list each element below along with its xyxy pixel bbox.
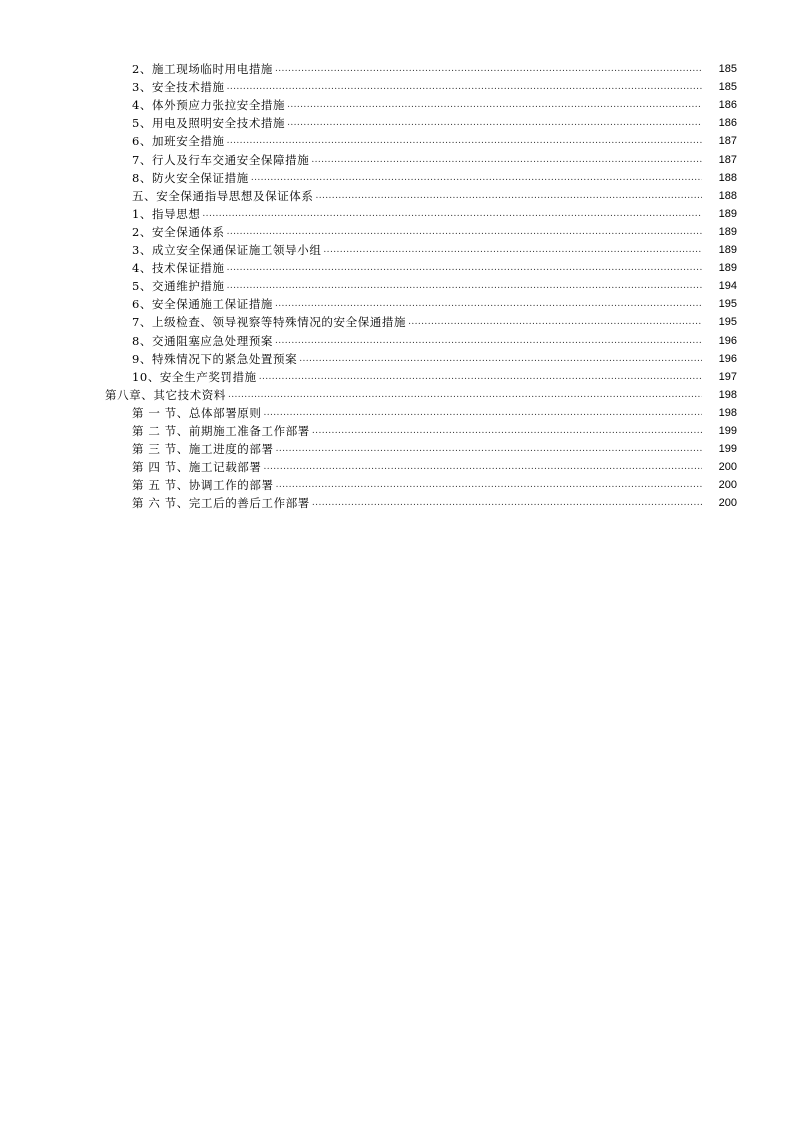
toc-entry-page-number: 194 — [718, 280, 737, 293]
toc-dot-leader — [251, 171, 702, 185]
toc-entry[interactable] — [0, 130, 793, 148]
toc-dot-leader — [275, 334, 702, 348]
toc-entry[interactable] — [0, 185, 793, 203]
toc-entry-page-number: 188 — [718, 189, 737, 202]
toc-dot-leader — [275, 62, 702, 76]
toc-entry-title: 7、上级检查、领导视察等特殊情况的安全保通措施 — [132, 315, 407, 330]
toc-entry-title: 第八章、其它技术资料 — [105, 387, 226, 402]
toc-entry-page-number: 199 — [718, 443, 737, 456]
toc-dot-leader — [228, 388, 702, 402]
toc-entry-page-number: 200 — [718, 461, 737, 474]
toc-entry-title: 3、成立安全保通保证施工领导小组 — [132, 243, 322, 258]
toc-dot-leader — [227, 261, 702, 275]
toc-dot-leader — [323, 243, 702, 257]
toc-entry-title: 4、体外预应力张拉安全措施 — [132, 98, 286, 113]
toc-entry-title: 第 五 节、协调工作的部署 — [132, 478, 274, 493]
toc-entry[interactable] — [0, 293, 793, 311]
toc-entry-page-number: 195 — [718, 316, 737, 329]
toc-entry-page-number: 187 — [718, 153, 737, 166]
toc-entry-page-number: 196 — [718, 334, 737, 347]
toc-entry[interactable] — [0, 420, 793, 438]
toc-entry-page-number: 200 — [718, 479, 737, 492]
toc-entry-page-number: 200 — [718, 497, 737, 510]
toc-entry-page-number: 185 — [718, 81, 737, 94]
toc-entry-title: 五、安全保通指导思想及保证体系 — [132, 188, 314, 203]
toc-entry[interactable] — [0, 94, 793, 112]
toc-entry[interactable] — [0, 438, 793, 456]
toc-entry[interactable] — [0, 221, 793, 239]
toc-entry-page-number: 185 — [718, 63, 737, 76]
toc-entry-title: 8、防火安全保证措施 — [132, 170, 249, 185]
toc-entry-title: 9、特殊情况下的紧急处置预案 — [132, 351, 298, 366]
toc-dot-leader — [227, 134, 702, 148]
toc-dot-leader — [227, 279, 702, 293]
toc-entry-page-number: 189 — [718, 262, 737, 275]
toc-entry-page-number: 186 — [718, 117, 737, 130]
toc-entry[interactable] — [0, 311, 793, 329]
toc-entry-page-number: 197 — [718, 370, 737, 383]
toc-dot-leader — [312, 424, 702, 438]
toc-entry-title: 5、用电及照明安全技术措施 — [132, 116, 286, 131]
toc-entry[interactable] — [0, 456, 793, 474]
toc-entry-page-number: 187 — [718, 135, 737, 148]
toc-dot-leader — [276, 442, 702, 456]
toc-entry[interactable] — [0, 275, 793, 293]
toc-entry-title: 第 二 节、前期施工准备工作部署 — [132, 423, 310, 438]
toc-dot-leader — [227, 225, 702, 239]
toc-entry[interactable] — [0, 148, 793, 166]
toc-dot-leader — [264, 460, 702, 474]
toc-entry[interactable] — [0, 402, 793, 420]
toc-entry-title: 6、加班安全措施 — [132, 134, 225, 149]
toc-dot-leader — [316, 189, 703, 203]
toc-entry[interactable] — [0, 329, 793, 347]
toc-entry-page-number: 196 — [718, 352, 737, 365]
toc-dot-leader — [287, 116, 702, 130]
toc-entry-title: 1、指导思想 — [132, 206, 201, 221]
toc-dot-leader — [202, 207, 702, 221]
toc-entry-title: 5、交通维护措施 — [132, 279, 225, 294]
toc-dot-leader — [264, 406, 702, 420]
toc-dot-leader — [287, 98, 702, 112]
toc-entry[interactable] — [0, 167, 793, 185]
toc-entry-page-number: 198 — [718, 406, 737, 419]
toc-dot-leader — [276, 478, 702, 492]
toc-dot-leader — [312, 496, 702, 510]
toc-entry[interactable] — [0, 203, 793, 221]
toc-entry[interactable] — [0, 384, 793, 402]
toc-entry-page-number: 195 — [718, 298, 737, 311]
toc-entry-title: 第 三 节、施工进度的部署 — [132, 442, 274, 457]
toc-entry-title: 6、安全保通施工保证措施 — [132, 297, 274, 312]
toc-entry-page-number: 198 — [718, 388, 737, 401]
toc-entry-title: 7、行人及行车交通安全保障措施 — [132, 152, 310, 167]
toc-entry-title: 第 一 节、总体部署原则 — [132, 405, 262, 420]
toc-entry-page-number: 188 — [718, 171, 737, 184]
toc-entry-page-number: 186 — [718, 99, 737, 112]
toc-entry[interactable] — [0, 112, 793, 130]
toc-entry[interactable] — [0, 76, 793, 94]
toc-entry-page-number: 199 — [718, 424, 737, 437]
table-of-contents — [0, 58, 793, 510]
toc-entry[interactable] — [0, 239, 793, 257]
toc-entry-title: 第 六 节、完工后的善后工作部署 — [132, 496, 310, 511]
toc-entry-title: 4、技术保证措施 — [132, 261, 225, 276]
toc-dot-leader — [299, 352, 702, 366]
toc-entry-page-number: 189 — [718, 207, 737, 220]
toc-entry-title: 3、安全技术措施 — [132, 80, 225, 95]
toc-entry[interactable] — [0, 474, 793, 492]
toc-dot-leader — [311, 153, 702, 167]
toc-entry-title: 10、安全生产奖罚措施 — [132, 369, 257, 384]
toc-dot-leader — [227, 80, 702, 94]
toc-entry-title: 第 四 节、施工记载部署 — [132, 460, 262, 475]
toc-entry-page-number: 189 — [718, 225, 737, 238]
toc-dot-leader — [275, 297, 702, 311]
toc-entry[interactable] — [0, 492, 793, 510]
toc-dot-leader — [408, 315, 702, 329]
toc-entry[interactable] — [0, 366, 793, 384]
toc-dot-leader — [259, 370, 702, 384]
toc-entry[interactable] — [0, 257, 793, 275]
toc-entry-title: 2、安全保通体系 — [132, 224, 225, 239]
toc-entry[interactable] — [0, 348, 793, 366]
toc-entry[interactable] — [0, 58, 793, 76]
toc-entry-title: 8、交通阻塞应急处理预案 — [132, 333, 274, 348]
toc-entry-title: 2、施工现场临时用电措施 — [132, 62, 274, 77]
toc-entry-page-number: 189 — [718, 244, 737, 257]
